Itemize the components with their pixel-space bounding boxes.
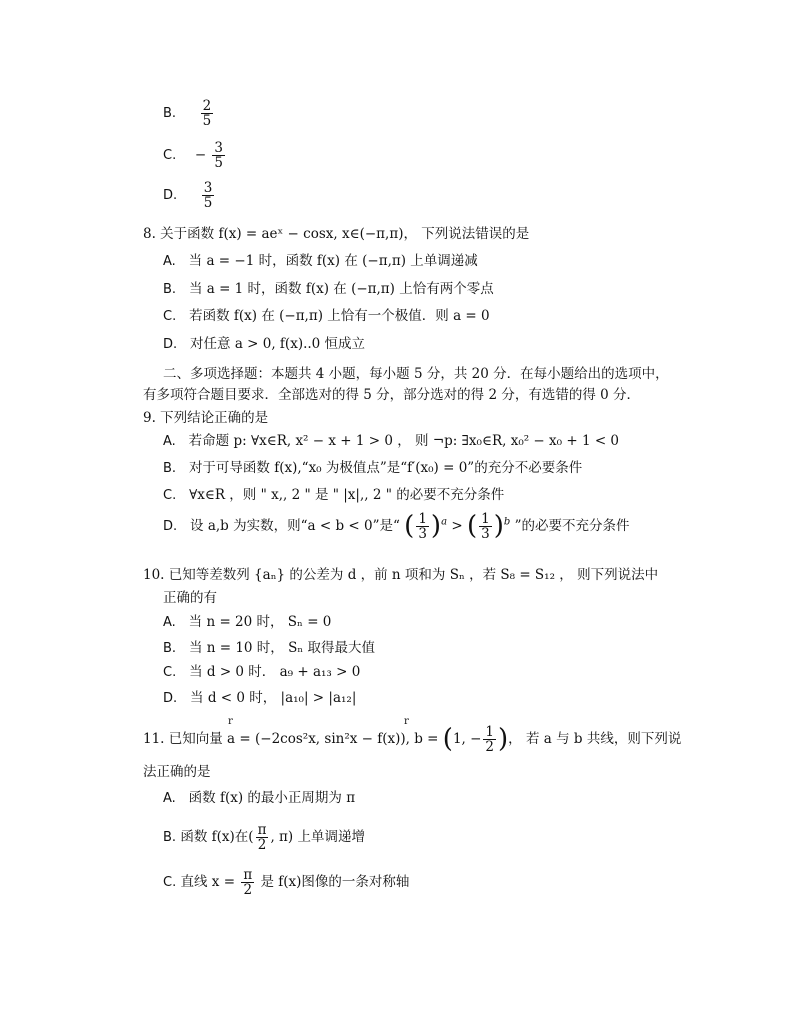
option-label: B. bbox=[163, 106, 177, 122]
fraction: $\frac{1}{3}$ bbox=[481, 510, 490, 543]
q7-option-d bbox=[163, 181, 216, 210]
q11-option-c: C. 直线 x = $\frac{\pi}{2}$ 是 f(x)图像的一条对称轴 bbox=[163, 867, 410, 899]
fraction: $\frac{3}{5}$ bbox=[214, 140, 224, 172]
fraction: $\frac{\pi}{2}$ bbox=[243, 867, 253, 899]
q8-option-b: B. 当 a = 1 时，函数 f(x) 在 (−π,π) 上恰有两个零点 bbox=[163, 281, 494, 297]
q10-option-a: A. 当 n = 20 时， Sₙ = 0 bbox=[163, 614, 332, 630]
fraction: $\frac{3}{5}$ bbox=[203, 180, 213, 212]
fraction: $\frac{2}{5}$ bbox=[202, 98, 212, 130]
q11-stem-cont: 法正确的是 bbox=[143, 764, 211, 780]
section-heading-line-2: 有多项符合题目要求．全部选对的得 5 分，部分选对的得 2 分，有选错的得 0 分． bbox=[143, 387, 641, 403]
q8-option-c: C. 若函数 f(x) 在 (−π,π) 上恰有一个极值．则 a = 0 bbox=[163, 308, 490, 324]
q8-option-d: D. 对任意 a > 0, f(x)..0 恒成立 bbox=[163, 336, 366, 352]
q11-option-b: B. 函数 f(x)在( $\frac{\pi}{2}$ , π) 上单调递增 bbox=[163, 822, 365, 854]
q9-stem: 9. 下列结论正确的是 bbox=[143, 410, 269, 426]
q10-stem: 10. 已知等差数列 {aₙ} 的公差为 d ，前 n 项和为 Sₙ ，若 S₈ = S₁₂ ， 则下列说法中 bbox=[143, 567, 659, 583]
section-heading-line-1: 二、多项选择题：本题共 4 小题，每小题 5 分，共 20 分．在每小题给出的选项中， bbox=[163, 366, 669, 382]
vector-b-mark: r bbox=[404, 716, 409, 727]
q9-option-b: B. 对于可导函数 f(x),“x₀ 为极值点”是“f′(x₀) = 0”的充分不必要条件 bbox=[163, 460, 583, 476]
q9-option-a: A. 若命题 p: ∀x∈R, x² − x + 1 > 0 ， 则 ¬p: ∃x₀∈R, x₀² − x₀ + 1 < 0 bbox=[163, 433, 620, 449]
q11-option-a: A. 函数 f(x) 的最小正周期为 π bbox=[163, 790, 356, 806]
q10-option-b: B. 当 n = 10 时， Sₙ 取得最大值 bbox=[163, 640, 375, 656]
q10-option-d: D. 当 d < 0 时， |a₁₀| > |a₁₂| bbox=[163, 690, 357, 706]
fraction: $\frac{1}{3}$ bbox=[418, 510, 427, 543]
option-label: C. bbox=[163, 148, 177, 164]
q10-stem-cont: 正确的有 bbox=[163, 590, 217, 606]
q7-option-c bbox=[163, 141, 227, 170]
q7-option-b bbox=[163, 99, 215, 128]
q11-stem: 11. 已知向量 a = (−2cos²x, sin²x − f(x)), b = (1, − $\frac{1}{2}$ )， 若 a 与 b 共线，则下列说 bbox=[143, 723, 682, 756]
q10-option-c: C. 当 d > 0 时． a₉ + a₁₃ > 0 bbox=[163, 664, 361, 680]
option-label: D. bbox=[163, 188, 178, 204]
q8-option-a: A. 当 a = −1 时，函数 f(x) 在 (−π,π) 上单调递减 bbox=[163, 253, 478, 269]
fraction: $\frac{1}{2}$ bbox=[485, 723, 495, 756]
vector-a-mark: r bbox=[228, 716, 233, 727]
q8-stem: 8. 关于函数 f(x) = aeˣ − cosx, x∈(−π,π)， 下列说法错误的是 bbox=[143, 226, 530, 242]
q9-option-c: C. ∀x∈R ，则 " x,, 2 " 是 " |x|,, 2 " 的必要不充分条件 bbox=[163, 487, 505, 503]
q9-option-d: D. 设 a,b 为实数，则“a < b < 0”是“ ( $\frac{1}{3}$ )$^a$ > ( $\frac{1}{3}$ )$^b$ ”的必要不充分条件 bbox=[163, 510, 630, 543]
minus-sign: − bbox=[194, 147, 207, 164]
fraction: $\frac{\pi}{2}$ bbox=[257, 822, 267, 854]
